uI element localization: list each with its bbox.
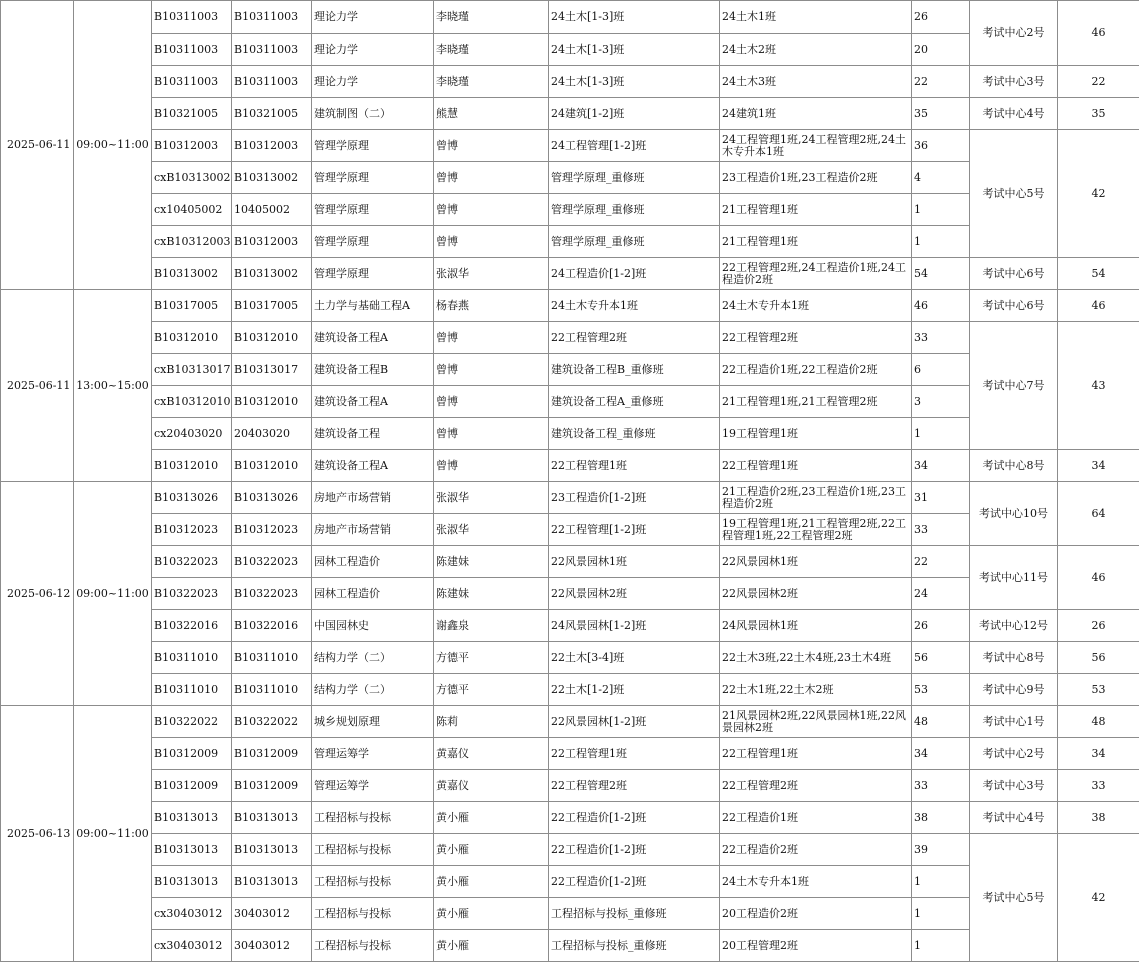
student-count-cell: 1	[912, 418, 970, 450]
class-detail-cell: 22工程造价1班,22工程造价2班	[720, 354, 912, 386]
student-count-cell: 31	[912, 482, 970, 514]
student-count-cell: 34	[912, 738, 970, 770]
class-detail-cell: 20工程管理2班	[720, 930, 912, 962]
class-name-cell: 建筑设备工程_重修班	[549, 418, 720, 450]
course-code-cell: B10311003	[232, 34, 312, 66]
exam-time-cell: 09:00~11:00	[74, 1, 152, 290]
student-count-cell: 1	[912, 194, 970, 226]
teacher-cell: 陈莉	[434, 706, 549, 738]
course-code-cell: B10311010	[232, 642, 312, 674]
table-row	[1, 98, 1139, 130]
teacher-cell: 熊慧	[434, 98, 549, 130]
class-name-cell: 24风景园林[1-2]班	[549, 610, 720, 642]
class-name-cell: 建筑设备工程B_重修班	[549, 354, 720, 386]
student-count-cell: 6	[912, 354, 970, 386]
table-row	[1, 706, 1139, 738]
table-row	[1, 514, 1139, 546]
class-detail-cell: 22工程造价1班	[720, 802, 912, 834]
class-detail-cell: 24工程管理1班,24工程管理2班,24土木专升本1班	[720, 130, 912, 162]
student-count-cell: 36	[912, 130, 970, 162]
exam-date-cell: 2025-06-13	[1, 706, 74, 962]
table-row	[1, 834, 1139, 866]
teaching-class-code-cell: cxB10313017	[152, 354, 232, 386]
class-name-cell: 建筑设备工程A_重修班	[549, 386, 720, 418]
teaching-class-code-cell: B10313013	[152, 834, 232, 866]
table-row	[1, 546, 1139, 578]
teaching-class-code-cell: cxB10313002	[152, 162, 232, 194]
class-detail-cell: 19工程管理1班	[720, 418, 912, 450]
class-detail-cell: 22工程造价2班	[720, 834, 912, 866]
class-detail-cell: 24土木专升本1班	[720, 290, 912, 322]
teacher-cell: 方德平	[434, 642, 549, 674]
teacher-cell: 曾博	[434, 162, 549, 194]
class-detail-cell: 20工程造价2班	[720, 898, 912, 930]
teacher-cell: 黄小雁	[434, 802, 549, 834]
teaching-class-code-cell: B10313013	[152, 866, 232, 898]
course-name-cell: 建筑设备工程A	[312, 322, 434, 354]
teaching-class-code-cell: B10311003	[152, 34, 232, 66]
exam-room-cell: 考试中心2号	[970, 1, 1058, 66]
teacher-cell: 曾博	[434, 194, 549, 226]
table-row	[1, 610, 1139, 642]
class-name-cell: 22工程管理1班	[549, 450, 720, 482]
student-count-cell: 33	[912, 514, 970, 546]
course-code-cell: B10322023	[232, 578, 312, 610]
exam-room-cell: 考试中心11号	[970, 546, 1058, 610]
course-code-cell: B10311010	[232, 674, 312, 706]
teaching-class-code-cell: B10312003	[152, 130, 232, 162]
exam-room-cell: 考试中心8号	[970, 450, 1058, 482]
student-count-cell: 33	[912, 770, 970, 802]
course-code-cell: B10313026	[232, 482, 312, 514]
teacher-cell: 曾博	[434, 322, 549, 354]
course-code-cell: 10405002	[232, 194, 312, 226]
class-name-cell: 工程招标与投标_重修班	[549, 930, 720, 962]
student-count-cell: 22	[912, 546, 970, 578]
exam-time-cell: 09:00~11:00	[74, 706, 152, 962]
course-name-cell: 理论力学	[312, 34, 434, 66]
class-detail-cell: 24土木3班	[720, 66, 912, 98]
teaching-class-code-cell: B10312023	[152, 514, 232, 546]
exam-room-cell: 考试中心5号	[970, 130, 1058, 258]
teacher-cell: 黄嘉仪	[434, 738, 549, 770]
class-name-cell: 23工程造价[1-2]班	[549, 482, 720, 514]
teacher-cell: 陈建妹	[434, 578, 549, 610]
class-detail-cell: 22土木3班,22土木4班,23土木4班	[720, 642, 912, 674]
teaching-class-code-cell: B10321005	[152, 98, 232, 130]
teacher-cell: 曾博	[434, 130, 549, 162]
teaching-class-code-cell: B10311003	[152, 66, 232, 98]
teacher-cell: 张淑华	[434, 514, 549, 546]
schedule-body	[1, 1, 1139, 962]
student-count-cell: 22	[912, 66, 970, 98]
class-name-cell: 22土木[1-2]班	[549, 674, 720, 706]
teaching-class-code-cell: B10311003	[152, 1, 232, 34]
exam-room-cell: 考试中心9号	[970, 674, 1058, 706]
student-count-cell: 26	[912, 610, 970, 642]
teaching-class-code-cell: cxB10312010	[152, 386, 232, 418]
table-row	[1, 770, 1139, 802]
exam-room-cell: 考试中心4号	[970, 802, 1058, 834]
teacher-cell: 黄小雁	[434, 834, 549, 866]
class-name-cell: 24土木[1-3]班	[549, 34, 720, 66]
course-code-cell: B10312003	[232, 226, 312, 258]
student-count-cell: 4	[912, 162, 970, 194]
course-name-cell: 管理学原理	[312, 194, 434, 226]
student-count-cell: 34	[912, 450, 970, 482]
room-total-cell: 54	[1058, 258, 1139, 290]
teaching-class-code-cell: B10312010	[152, 322, 232, 354]
table-row	[1, 258, 1139, 290]
course-code-cell: B10313013	[232, 866, 312, 898]
teaching-class-code-cell: B10322022	[152, 706, 232, 738]
exam-room-cell: 考试中心10号	[970, 482, 1058, 546]
exam-room-cell: 考试中心3号	[970, 770, 1058, 802]
course-code-cell: B10312009	[232, 738, 312, 770]
teaching-class-code-cell: B10322023	[152, 546, 232, 578]
student-count-cell: 39	[912, 834, 970, 866]
teaching-class-code-cell: cx30403012	[152, 930, 232, 962]
class-name-cell: 24土木[1-3]班	[549, 66, 720, 98]
course-name-cell: 管理学原理	[312, 226, 434, 258]
table-row	[1, 194, 1139, 226]
exam-time-cell: 13:00~15:00	[74, 290, 152, 482]
table-row	[1, 386, 1139, 418]
student-count-cell: 24	[912, 578, 970, 610]
course-code-cell: B10321005	[232, 98, 312, 130]
class-name-cell: 22工程造价[1-2]班	[549, 802, 720, 834]
class-name-cell: 管理学原理_重修班	[549, 226, 720, 258]
class-name-cell: 22工程管理2班	[549, 770, 720, 802]
table-row	[1, 898, 1139, 930]
table-row	[1, 578, 1139, 610]
course-name-cell: 建筑设备工程B	[312, 354, 434, 386]
table-row	[1, 450, 1139, 482]
course-name-cell: 工程招标与投标	[312, 834, 434, 866]
table-row	[1, 642, 1139, 674]
class-detail-cell: 21工程造价2班,23工程造价1班,23工程造价2班	[720, 482, 912, 514]
teaching-class-code-cell: B10313002	[152, 258, 232, 290]
class-detail-cell: 22工程管理1班	[720, 738, 912, 770]
exam-date-cell: 2025-06-12	[1, 482, 74, 706]
table-row	[1, 738, 1139, 770]
teacher-cell: 黄小雁	[434, 898, 549, 930]
room-total-cell: 43	[1058, 322, 1139, 450]
course-code-cell: 30403012	[232, 930, 312, 962]
exam-room-cell: 考试中心6号	[970, 258, 1058, 290]
course-name-cell: 工程招标与投标	[312, 898, 434, 930]
class-detail-cell: 22土木1班,22土木2班	[720, 674, 912, 706]
teacher-cell: 黄小雁	[434, 866, 549, 898]
table-row	[1, 66, 1139, 98]
class-name-cell: 管理学原理_重修班	[549, 194, 720, 226]
room-total-cell: 34	[1058, 738, 1139, 770]
teaching-class-code-cell: cx20403020	[152, 418, 232, 450]
course-name-cell: 理论力学	[312, 66, 434, 98]
room-total-cell: 64	[1058, 482, 1139, 546]
exam-room-cell: 考试中心5号	[970, 834, 1058, 962]
class-detail-cell: 21工程管理1班	[720, 194, 912, 226]
teaching-class-code-cell: B10322023	[152, 578, 232, 610]
class-name-cell: 管理学原理_重修班	[549, 162, 720, 194]
teacher-cell: 曾博	[434, 450, 549, 482]
room-total-cell: 42	[1058, 130, 1139, 258]
course-name-cell: 园林工程造价	[312, 578, 434, 610]
student-count-cell: 33	[912, 322, 970, 354]
course-code-cell: B10313013	[232, 834, 312, 866]
class-name-cell: 22工程管理1班	[549, 738, 720, 770]
class-name-cell: 24土木[1-3]班	[549, 1, 720, 34]
teacher-cell: 黄小雁	[434, 930, 549, 962]
room-total-cell: 56	[1058, 642, 1139, 674]
class-name-cell: 22工程管理2班	[549, 322, 720, 354]
course-name-cell: 建筑设备工程A	[312, 450, 434, 482]
exam-time-cell: 09:00~11:00	[74, 482, 152, 706]
teacher-cell: 曾博	[434, 386, 549, 418]
course-code-cell: 20403020	[232, 418, 312, 450]
teacher-cell: 李晓瑾	[434, 66, 549, 98]
table-row	[1, 482, 1139, 514]
exam-room-cell: 考试中心2号	[970, 738, 1058, 770]
course-code-cell: B10313002	[232, 162, 312, 194]
room-total-cell: 35	[1058, 98, 1139, 130]
student-count-cell: 56	[912, 642, 970, 674]
teacher-cell: 曾博	[434, 354, 549, 386]
room-total-cell: 48	[1058, 706, 1139, 738]
class-detail-cell: 24土木专升本1班	[720, 866, 912, 898]
course-name-cell: 理论力学	[312, 1, 434, 34]
course-name-cell: 房地产市场营销	[312, 482, 434, 514]
table-row	[1, 354, 1139, 386]
class-name-cell: 22工程造价[1-2]班	[549, 866, 720, 898]
class-name-cell: 24工程造价[1-2]班	[549, 258, 720, 290]
teaching-class-code-cell: B10311010	[152, 674, 232, 706]
table-row	[1, 802, 1139, 834]
student-count-cell: 46	[912, 290, 970, 322]
course-name-cell: 管理运筹学	[312, 738, 434, 770]
class-detail-cell: 24建筑1班	[720, 98, 912, 130]
course-name-cell: 土力学与基础工程A	[312, 290, 434, 322]
class-name-cell: 22土木[3-4]班	[549, 642, 720, 674]
class-name-cell: 22风景园林[1-2]班	[549, 706, 720, 738]
teacher-cell: 黄嘉仪	[434, 770, 549, 802]
student-count-cell: 1	[912, 898, 970, 930]
student-count-cell: 1	[912, 866, 970, 898]
course-name-cell: 管理学原理	[312, 130, 434, 162]
course-name-cell: 工程招标与投标	[312, 802, 434, 834]
class-detail-cell: 21风景园林2班,22风景园林1班,22风景园林2班	[720, 706, 912, 738]
teacher-cell: 曾博	[434, 418, 549, 450]
teacher-cell: 张淑华	[434, 482, 549, 514]
student-count-cell: 54	[912, 258, 970, 290]
course-name-cell: 中国园林史	[312, 610, 434, 642]
student-count-cell: 35	[912, 98, 970, 130]
teaching-class-code-cell: B10312009	[152, 770, 232, 802]
course-code-cell: B10312003	[232, 130, 312, 162]
exam-room-cell: 考试中心7号	[970, 322, 1058, 450]
course-code-cell: B10312010	[232, 450, 312, 482]
table-row	[1, 866, 1139, 898]
class-detail-cell: 24土木1班	[720, 1, 912, 34]
room-total-cell: 26	[1058, 610, 1139, 642]
class-detail-cell: 23工程造价1班,23工程造价2班	[720, 162, 912, 194]
teaching-class-code-cell: B10312009	[152, 738, 232, 770]
class-detail-cell: 22工程管理2班	[720, 770, 912, 802]
class-name-cell: 24建筑[1-2]班	[549, 98, 720, 130]
class-name-cell: 24工程管理[1-2]班	[549, 130, 720, 162]
course-code-cell: B10312010	[232, 386, 312, 418]
course-name-cell: 管理运筹学	[312, 770, 434, 802]
teacher-cell: 李晓瑾	[434, 1, 549, 34]
student-count-cell: 1	[912, 226, 970, 258]
teaching-class-code-cell: B10313013	[152, 802, 232, 834]
class-name-cell: 22风景园林2班	[549, 578, 720, 610]
course-name-cell: 工程招标与投标	[312, 866, 434, 898]
exam-room-cell: 考试中心3号	[970, 66, 1058, 98]
table-row	[1, 290, 1139, 322]
table-row	[1, 162, 1139, 194]
student-count-cell: 38	[912, 802, 970, 834]
teaching-class-code-cell: cxB10312003	[152, 226, 232, 258]
course-code-cell: B10317005	[232, 290, 312, 322]
room-total-cell: 38	[1058, 802, 1139, 834]
teacher-cell: 谢鑫泉	[434, 610, 549, 642]
teaching-class-code-cell: cx10405002	[152, 194, 232, 226]
course-name-cell: 结构力学（二）	[312, 674, 434, 706]
class-detail-cell: 24土木2班	[720, 34, 912, 66]
exam-room-cell: 考试中心6号	[970, 290, 1058, 322]
exam-room-cell: 考试中心12号	[970, 610, 1058, 642]
course-name-cell: 管理学原理	[312, 258, 434, 290]
student-count-cell: 53	[912, 674, 970, 706]
course-code-cell: B10322023	[232, 546, 312, 578]
exam-room-cell: 考试中心4号	[970, 98, 1058, 130]
table-row	[1, 130, 1139, 162]
course-code-cell: B10312023	[232, 514, 312, 546]
course-code-cell: B10322016	[232, 610, 312, 642]
table-row	[1, 226, 1139, 258]
student-count-cell: 26	[912, 1, 970, 34]
class-detail-cell: 22工程管理2班,24工程造价1班,24工程造价2班	[720, 258, 912, 290]
student-count-cell: 48	[912, 706, 970, 738]
course-code-cell: B10313002	[232, 258, 312, 290]
course-code-cell: B10322022	[232, 706, 312, 738]
course-name-cell: 建筑设备工程A	[312, 386, 434, 418]
class-detail-cell: 21工程管理1班,21工程管理2班	[720, 386, 912, 418]
teaching-class-code-cell: B10311010	[152, 642, 232, 674]
room-total-cell: 33	[1058, 770, 1139, 802]
student-count-cell: 3	[912, 386, 970, 418]
class-name-cell: 24土木专升本1班	[549, 290, 720, 322]
class-name-cell: 22工程管理[1-2]班	[549, 514, 720, 546]
course-name-cell: 园林工程造价	[312, 546, 434, 578]
course-name-cell: 城乡规划原理	[312, 706, 434, 738]
room-total-cell: 53	[1058, 674, 1139, 706]
room-total-cell: 46	[1058, 546, 1139, 610]
teacher-cell: 杨春燕	[434, 290, 549, 322]
room-total-cell: 34	[1058, 450, 1139, 482]
class-detail-cell: 19工程管理1班,21工程管理2班,22工程管理1班,22工程管理2班	[720, 514, 912, 546]
teacher-cell: 方德平	[434, 674, 549, 706]
class-name-cell: 22工程造价[1-2]班	[549, 834, 720, 866]
class-detail-cell: 22工程管理2班	[720, 322, 912, 354]
teaching-class-code-cell: B10317005	[152, 290, 232, 322]
course-code-cell: B10312009	[232, 770, 312, 802]
room-total-cell: 22	[1058, 66, 1139, 98]
course-name-cell: 建筑制图（二）	[312, 98, 434, 130]
course-code-cell: B10313017	[232, 354, 312, 386]
class-detail-cell: 22工程管理1班	[720, 450, 912, 482]
class-detail-cell: 22风景园林2班	[720, 578, 912, 610]
table-row	[1, 418, 1139, 450]
teacher-cell: 李晓瑾	[434, 34, 549, 66]
table-row	[1, 930, 1139, 962]
course-code-cell: B10313013	[232, 802, 312, 834]
student-count-cell: 1	[912, 930, 970, 962]
course-code-cell: B10312010	[232, 322, 312, 354]
class-detail-cell: 22风景园林1班	[720, 546, 912, 578]
course-code-cell: B10311003	[232, 1, 312, 34]
teaching-class-code-cell: B10322016	[152, 610, 232, 642]
exam-date-cell: 2025-06-11	[1, 1, 74, 290]
table-row	[1, 34, 1139, 66]
course-name-cell: 建筑设备工程	[312, 418, 434, 450]
table-row	[1, 322, 1139, 354]
course-name-cell: 管理学原理	[312, 162, 434, 194]
room-total-cell: 46	[1058, 1, 1139, 66]
room-total-cell: 42	[1058, 834, 1139, 962]
teacher-cell: 陈建妹	[434, 546, 549, 578]
exam-room-cell: 考试中心1号	[970, 706, 1058, 738]
table-row	[1, 674, 1139, 706]
exam-date-cell: 2025-06-11	[1, 290, 74, 482]
teacher-cell: 张淑华	[434, 258, 549, 290]
teaching-class-code-cell: B10313026	[152, 482, 232, 514]
teacher-cell: 曾博	[434, 226, 549, 258]
course-name-cell: 工程招标与投标	[312, 930, 434, 962]
course-name-cell: 房地产市场营销	[312, 514, 434, 546]
exam-room-cell: 考试中心8号	[970, 642, 1058, 674]
teaching-class-code-cell: cx30403012	[152, 898, 232, 930]
student-count-cell: 20	[912, 34, 970, 66]
room-total-cell: 46	[1058, 290, 1139, 322]
course-code-cell: 30403012	[232, 898, 312, 930]
class-name-cell: 工程招标与投标_重修班	[549, 898, 720, 930]
class-detail-cell: 21工程管理1班	[720, 226, 912, 258]
course-code-cell: B10311003	[232, 66, 312, 98]
table-row	[1, 1, 1139, 34]
class-name-cell: 22风景园林1班	[549, 546, 720, 578]
course-name-cell: 结构力学（二）	[312, 642, 434, 674]
class-detail-cell: 24风景园林1班	[720, 610, 912, 642]
teaching-class-code-cell: B10312010	[152, 450, 232, 482]
